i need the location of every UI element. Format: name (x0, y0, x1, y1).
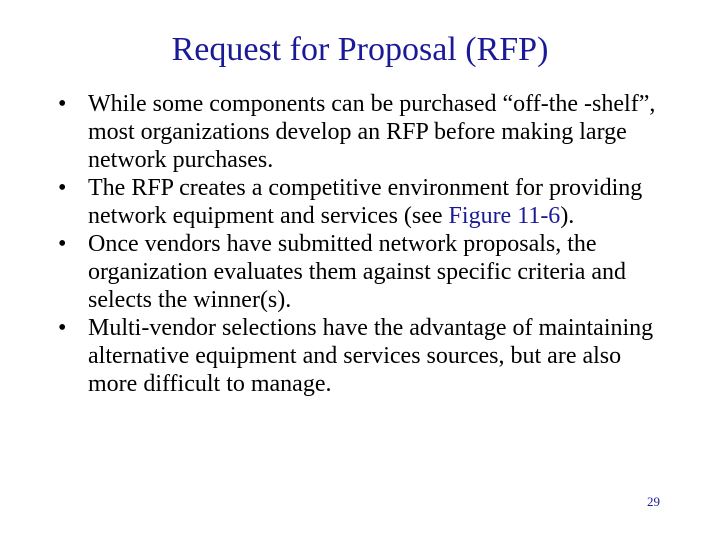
bullet-item (56, 174, 676, 230)
figure-link[interactable]: Figure 11-6 (448, 203, 561, 229)
bullet-marker: • (58, 231, 67, 257)
bullet-text: Multi-vendor selections have the advantage of maintaining alternative equipment and services sources, but are also more difficult to manage. (88, 315, 654, 397)
bullet-text: The RFP creates a competitive environment for providing network equipment and services (see (88, 175, 643, 229)
bullet-marker: • (58, 91, 67, 117)
bullet-item (56, 314, 676, 398)
bullet-list (56, 90, 676, 398)
slide-title: Request for Proposal (RFP) (171, 31, 549, 68)
bullet-item (56, 90, 676, 174)
bullet-marker: • (58, 175, 67, 201)
bullet-item (56, 230, 676, 314)
bullet-text: Once vendors have submitted network proposals, the organization evaluates them against specific criteria and selects the winner(s). (88, 231, 626, 313)
page-number: 29 (647, 494, 660, 509)
bullet-marker: • (58, 315, 67, 341)
bullet-text: While some components can be purchased “off-the -shelf”, most organizations develop an RFP before making large network purchases. (88, 91, 656, 173)
bullet-text-suffix: ). (560, 203, 575, 229)
